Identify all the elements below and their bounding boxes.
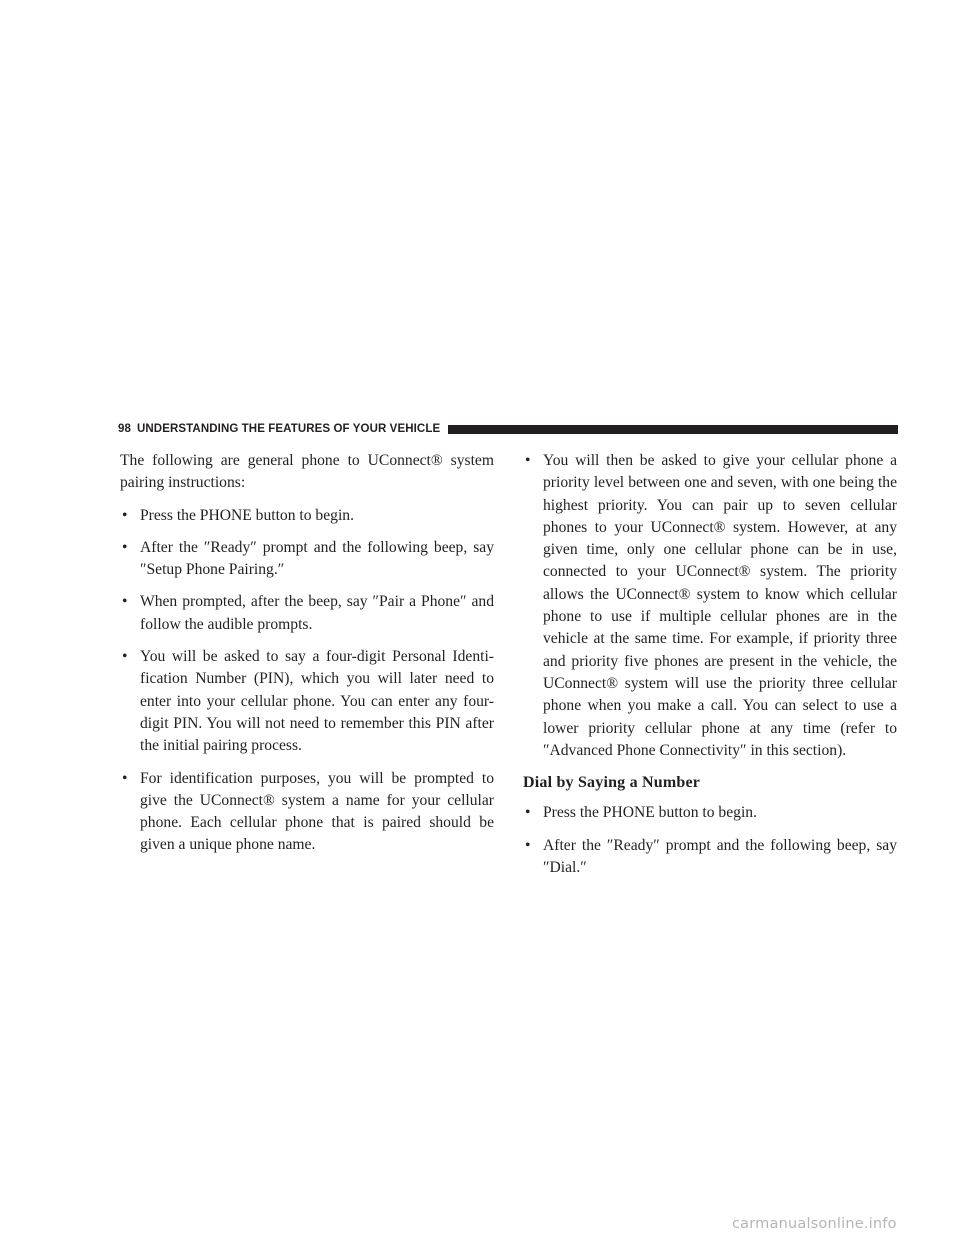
bullet-icon: • bbox=[525, 836, 531, 854]
watermark-text: carmanualsonline.info bbox=[732, 1216, 897, 1232]
list-item-text: After the ″Ready″ prompt and the following beep, say ″Dial.″ bbox=[543, 836, 897, 877]
bullet-icon: • bbox=[122, 769, 128, 787]
left-column bbox=[120, 450, 494, 867]
list-item bbox=[120, 505, 494, 527]
bullet-icon: • bbox=[122, 538, 128, 556]
bullet-icon: • bbox=[122, 648, 128, 666]
list-item-text: When prompted, after the beep, say ″Pair a Phone″ and follow the audible prompts. bbox=[140, 593, 494, 633]
list-item bbox=[120, 768, 494, 857]
list-item-text: You will then be asked to give your cellular phone a priority level between one and seven, with one being the highest priority. You can pair up to seven cellular phones to your UConnect® system. However, at any given time, only one cellular phone can be in use, connected to your UConnect® system. The priority allows the UConnect® system to know which cellular phone to use if multiple cellular phones are in the vehicle at the same time. For example, if priority three and priority five phones are present in the vehicle, the UConnect® system will use the priority three cellular phone when you make a call. You can select to use a lower priority cellular phone at any time (refer to ″Advanced Phone Connectivity″ in this section). bbox=[543, 452, 897, 759]
bullet-icon: • bbox=[525, 804, 531, 822]
bullet-icon: • bbox=[525, 452, 531, 469]
right-column bbox=[523, 450, 897, 889]
list-item-text: Press the PHONE button to begin. bbox=[543, 804, 757, 822]
list-item bbox=[523, 835, 897, 880]
list-item bbox=[120, 591, 494, 636]
bullet-icon: • bbox=[122, 506, 128, 524]
list-item-text: For identification purposes, you will be prompted to give the UConnect® system a name for your cellular phone. Each cellular phone that is paired should be given a unique phone name. bbox=[140, 769, 494, 854]
list-item-text: You will be asked to say a four-digit Personal Identi-fication Number (PIN), which you will later need to enter into your cellular phone. You can enter any four-digit PIN. You will not need to remember this PIN after the initial pairing process. bbox=[140, 648, 494, 755]
list-item bbox=[523, 450, 897, 762]
section-title: UNDERSTANDING THE FEATURES OF YOUR VEHICLE bbox=[137, 423, 441, 435]
list-item bbox=[120, 537, 494, 582]
list-item-text: Press the PHONE button to begin. bbox=[140, 506, 354, 524]
list-item bbox=[120, 646, 494, 757]
page-number: 98 bbox=[118, 423, 131, 435]
header-rule bbox=[448, 425, 898, 434]
list-item bbox=[523, 802, 897, 824]
list-item-text: After the ″Ready″ prompt and the following beep, say ″Setup Phone Pairing.″ bbox=[140, 538, 494, 579]
bullet-icon: • bbox=[122, 593, 128, 611]
subheading: Dial by Saying a Number bbox=[523, 774, 701, 792]
intro-paragraph: The following are general phone to UConnect® system pairing instructions: bbox=[120, 452, 494, 492]
page-header bbox=[118, 422, 898, 436]
